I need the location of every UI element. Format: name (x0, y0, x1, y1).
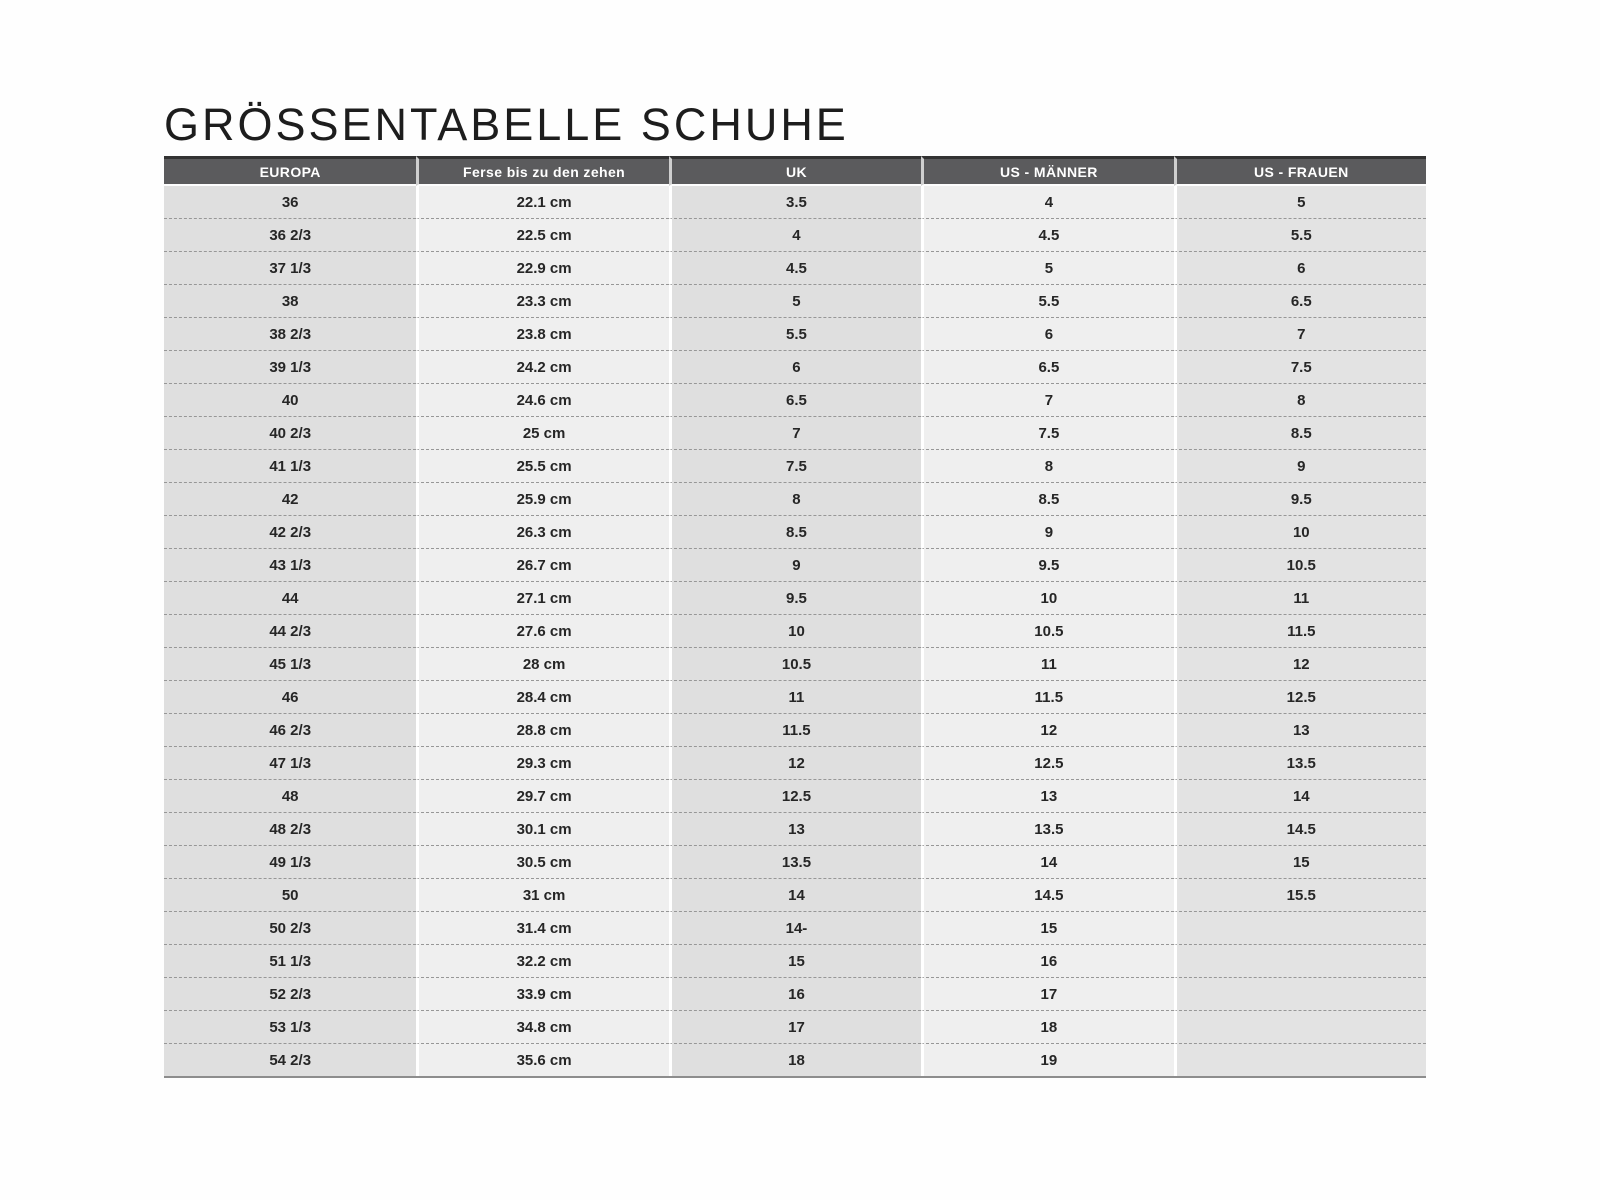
table-row (164, 482, 1426, 515)
cell-uk: 6.5 (669, 383, 921, 416)
table-row (164, 449, 1426, 482)
cell-us_men: 6 (921, 317, 1173, 350)
cell-us_men: 4 (921, 186, 1173, 218)
table-row (164, 878, 1426, 911)
cell-eu: 44 (164, 581, 416, 614)
cell-cm: 30.5 cm (416, 845, 668, 878)
cell-us_women (1174, 1010, 1426, 1043)
cell-uk: 5 (669, 284, 921, 317)
cell-us_men: 11.5 (921, 680, 1173, 713)
cell-uk: 17 (669, 1010, 921, 1043)
cell-us_women: 9.5 (1174, 482, 1426, 515)
cell-cm: 23.3 cm (416, 284, 668, 317)
cell-us_men: 15 (921, 911, 1173, 944)
cell-us_men: 16 (921, 944, 1173, 977)
cell-us_men: 13 (921, 779, 1173, 812)
cell-uk: 4 (669, 218, 921, 251)
cell-uk: 5.5 (669, 317, 921, 350)
cell-eu: 46 (164, 680, 416, 713)
column-header-heel-toe: Ferse bis zu den zehen (416, 156, 668, 186)
table-row (164, 944, 1426, 977)
table-row (164, 515, 1426, 548)
cell-eu: 40 (164, 383, 416, 416)
cell-us_men: 12.5 (921, 746, 1173, 779)
table-row (164, 713, 1426, 746)
cell-uk: 6 (669, 350, 921, 383)
cell-cm: 25 cm (416, 416, 668, 449)
cell-eu: 42 (164, 482, 416, 515)
cell-cm: 22.5 cm (416, 218, 668, 251)
cell-eu: 52 2/3 (164, 977, 416, 1010)
cell-us_men: 11 (921, 647, 1173, 680)
cell-us_men: 18 (921, 1010, 1173, 1043)
cell-uk: 10.5 (669, 647, 921, 680)
cell-cm: 26.7 cm (416, 548, 668, 581)
table-row (164, 977, 1426, 1010)
cell-uk: 14 (669, 878, 921, 911)
table-row (164, 680, 1426, 713)
cell-uk: 7 (669, 416, 921, 449)
cell-cm: 26.3 cm (416, 515, 668, 548)
page-title: GRÖSSENTABELLE SCHUHE (164, 99, 849, 150)
cell-uk: 10 (669, 614, 921, 647)
cell-us_men: 9.5 (921, 548, 1173, 581)
cell-uk: 7.5 (669, 449, 921, 482)
size-table-body (164, 186, 1426, 1076)
cell-us_men: 13.5 (921, 812, 1173, 845)
cell-uk: 15 (669, 944, 921, 977)
cell-eu: 41 1/3 (164, 449, 416, 482)
cell-us_women: 14.5 (1174, 812, 1426, 845)
cell-eu: 44 2/3 (164, 614, 416, 647)
shoe-size-table (164, 156, 1426, 1078)
cell-us_men: 8.5 (921, 482, 1173, 515)
cell-uk: 8.5 (669, 515, 921, 548)
cell-cm: 30.1 cm (416, 812, 668, 845)
cell-us_men: 9 (921, 515, 1173, 548)
table-row (164, 284, 1426, 317)
table-row (164, 911, 1426, 944)
cell-us_women: 15.5 (1174, 878, 1426, 911)
cell-cm: 29.3 cm (416, 746, 668, 779)
table-header (164, 156, 1426, 186)
column-header-us-men: US - MÄNNER (921, 156, 1173, 186)
cell-cm: 28.4 cm (416, 680, 668, 713)
cell-uk: 16 (669, 977, 921, 1010)
cell-us_women: 13.5 (1174, 746, 1426, 779)
cell-eu: 49 1/3 (164, 845, 416, 878)
column-header-uk: UK (669, 156, 921, 186)
cell-eu: 42 2/3 (164, 515, 416, 548)
cell-eu: 54 2/3 (164, 1043, 416, 1076)
cell-us_women: 12.5 (1174, 680, 1426, 713)
table-row (164, 383, 1426, 416)
table-row (164, 812, 1426, 845)
cell-cm: 27.1 cm (416, 581, 668, 614)
cell-us_men: 7 (921, 383, 1173, 416)
cell-us_men: 14 (921, 845, 1173, 878)
cell-eu: 45 1/3 (164, 647, 416, 680)
cell-us_men: 6.5 (921, 350, 1173, 383)
cell-eu: 43 1/3 (164, 548, 416, 581)
cell-uk: 4.5 (669, 251, 921, 284)
cell-eu: 38 2/3 (164, 317, 416, 350)
cell-eu: 40 2/3 (164, 416, 416, 449)
cell-cm: 32.2 cm (416, 944, 668, 977)
cell-us_women: 6.5 (1174, 284, 1426, 317)
table-row (164, 1010, 1426, 1043)
cell-us_men: 12 (921, 713, 1173, 746)
cell-eu: 36 2/3 (164, 218, 416, 251)
cell-us_men: 10 (921, 581, 1173, 614)
cell-uk: 9.5 (669, 581, 921, 614)
cell-cm: 34.8 cm (416, 1010, 668, 1043)
cell-uk: 3.5 (669, 186, 921, 218)
table-row (164, 548, 1426, 581)
cell-us_women: 7.5 (1174, 350, 1426, 383)
cell-cm: 23.8 cm (416, 317, 668, 350)
table-row (164, 581, 1426, 614)
cell-uk: 18 (669, 1043, 921, 1076)
cell-us_women: 8 (1174, 383, 1426, 416)
table-row (164, 218, 1426, 251)
cell-us_women: 11.5 (1174, 614, 1426, 647)
cell-us_men: 7.5 (921, 416, 1173, 449)
cell-uk: 8 (669, 482, 921, 515)
cell-us_men: 10.5 (921, 614, 1173, 647)
cell-eu: 47 1/3 (164, 746, 416, 779)
cell-eu: 50 (164, 878, 416, 911)
column-header-us-women: US - FRAUEN (1174, 156, 1426, 186)
cell-us_women: 11 (1174, 581, 1426, 614)
cell-cm: 28 cm (416, 647, 668, 680)
cell-eu: 50 2/3 (164, 911, 416, 944)
cell-us_women: 7 (1174, 317, 1426, 350)
cell-us_women: 14 (1174, 779, 1426, 812)
table-row (164, 746, 1426, 779)
cell-eu: 37 1/3 (164, 251, 416, 284)
cell-uk: 11.5 (669, 713, 921, 746)
table-row (164, 317, 1426, 350)
cell-us_women: 10 (1174, 515, 1426, 548)
cell-cm: 25.9 cm (416, 482, 668, 515)
cell-us_women (1174, 1043, 1426, 1076)
cell-eu: 39 1/3 (164, 350, 416, 383)
cell-us_women: 5.5 (1174, 218, 1426, 251)
cell-us_men: 5.5 (921, 284, 1173, 317)
table-row (164, 350, 1426, 383)
cell-us_men: 19 (921, 1043, 1173, 1076)
cell-us_women: 15 (1174, 845, 1426, 878)
cell-cm: 22.9 cm (416, 251, 668, 284)
cell-us_women (1174, 911, 1426, 944)
cell-uk: 11 (669, 680, 921, 713)
table-row (164, 845, 1426, 878)
table-row (164, 416, 1426, 449)
cell-us_women: 12 (1174, 647, 1426, 680)
cell-us_men: 17 (921, 977, 1173, 1010)
cell-us_women (1174, 944, 1426, 977)
cell-cm: 35.6 cm (416, 1043, 668, 1076)
column-header-europa: EUROPA (164, 156, 416, 186)
cell-cm: 27.6 cm (416, 614, 668, 647)
table-row (164, 779, 1426, 812)
cell-cm: 25.5 cm (416, 449, 668, 482)
cell-cm: 28.8 cm (416, 713, 668, 746)
cell-cm: 24.6 cm (416, 383, 668, 416)
cell-us_women: 8.5 (1174, 416, 1426, 449)
cell-cm: 31 cm (416, 878, 668, 911)
cell-eu: 38 (164, 284, 416, 317)
cell-cm: 29.7 cm (416, 779, 668, 812)
cell-uk: 9 (669, 548, 921, 581)
table-row (164, 614, 1426, 647)
cell-uk: 14- (669, 911, 921, 944)
cell-uk: 13.5 (669, 845, 921, 878)
cell-eu: 36 (164, 186, 416, 218)
cell-us_men: 14.5 (921, 878, 1173, 911)
cell-cm: 31.4 cm (416, 911, 668, 944)
cell-eu: 48 2/3 (164, 812, 416, 845)
table-row (164, 186, 1426, 218)
cell-eu: 48 (164, 779, 416, 812)
cell-eu: 46 2/3 (164, 713, 416, 746)
cell-us_men: 5 (921, 251, 1173, 284)
cell-eu: 53 1/3 (164, 1010, 416, 1043)
cell-uk: 12.5 (669, 779, 921, 812)
cell-us_men: 8 (921, 449, 1173, 482)
table-row (164, 1043, 1426, 1076)
cell-us_men: 4.5 (921, 218, 1173, 251)
cell-cm: 22.1 cm (416, 186, 668, 218)
cell-cm: 24.2 cm (416, 350, 668, 383)
cell-us_women: 6 (1174, 251, 1426, 284)
cell-uk: 12 (669, 746, 921, 779)
cell-us_women: 9 (1174, 449, 1426, 482)
cell-cm: 33.9 cm (416, 977, 668, 1010)
cell-us_women: 5 (1174, 186, 1426, 218)
header-row (164, 156, 1426, 186)
table-row (164, 647, 1426, 680)
cell-uk: 13 (669, 812, 921, 845)
cell-us_women: 13 (1174, 713, 1426, 746)
cell-us_women (1174, 977, 1426, 1010)
cell-eu: 51 1/3 (164, 944, 416, 977)
table-row (164, 251, 1426, 284)
cell-us_women: 10.5 (1174, 548, 1426, 581)
